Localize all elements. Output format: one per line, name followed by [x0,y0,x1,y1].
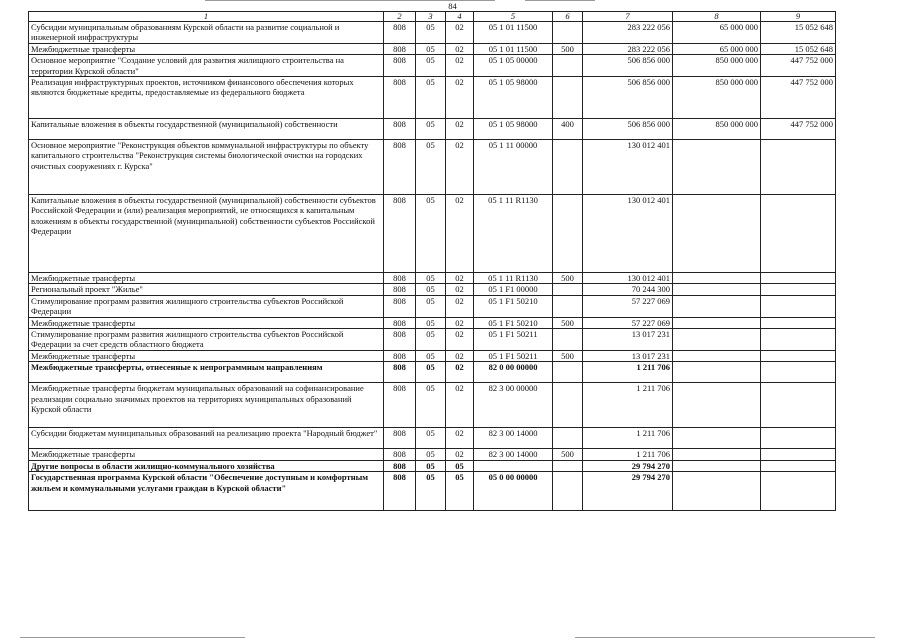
target-article: 05 1 F1 50210 [474,295,553,317]
subsection-code: 05 [446,472,474,511]
expense-type: 500 [553,273,583,284]
row-name: Межбюджетные трансферты [29,350,384,361]
expense-type: 500 [553,317,583,328]
subsection-code: 02 [446,43,474,54]
row-name: Межбюджетные трансферты [29,449,384,460]
amount-year-3: 447 752 000 [761,77,836,119]
amount-year-1: 1 211 706 [583,449,673,460]
column-number: 9 [761,12,836,22]
expense-type [553,55,583,77]
table-row [29,55,836,77]
expense-type: 500 [553,449,583,460]
amount-year-2 [673,383,761,428]
expense-type [553,362,583,383]
subsection-code: 02 [446,140,474,195]
section-code: 05 [416,362,446,383]
ministry-code: 808 [384,284,416,295]
expense-type [553,284,583,295]
row-name: Межбюджетные трансферты [29,273,384,284]
ministry-code: 808 [384,295,416,317]
expense-type [553,195,583,273]
amount-year-1: 506 856 000 [583,55,673,77]
column-number: 4 [446,12,474,22]
amount-year-2 [673,350,761,361]
ministry-code: 808 [384,362,416,383]
table-row [29,350,836,361]
row-name: Субсидии бюджетам муниципальных образований на реализацию проекта "Народный бюджет" [29,428,384,449]
amount-year-1: 1 211 706 [583,383,673,428]
table-row [29,449,836,460]
expense-type: 500 [553,350,583,361]
amount-year-2: 65 000 000 [673,43,761,54]
ministry-code: 808 [384,329,416,351]
ministry-code: 808 [384,43,416,54]
section-code: 05 [416,317,446,328]
amount-year-2 [673,329,761,351]
target-article [474,460,553,471]
amount-year-3 [761,428,836,449]
target-article: 05 1 05 98000 [474,119,553,140]
column-number: 3 [416,12,446,22]
section-code: 05 [416,195,446,273]
target-article: 05 1 F1 50210 [474,317,553,328]
section-code: 05 [416,22,446,44]
subsection-code: 02 [446,362,474,383]
amount-year-2: 850 000 000 [673,77,761,119]
ministry-code: 808 [384,449,416,460]
ministry-code: 808 [384,55,416,77]
target-article: 82 0 00 00000 [474,362,553,383]
expense-type [553,77,583,119]
subsection-code: 02 [446,273,474,284]
amount-year-2 [673,284,761,295]
row-name: Региональный проект "Жилье" [29,284,384,295]
ministry-code: 808 [384,317,416,328]
ministry-code: 808 [384,273,416,284]
subsection-code: 02 [446,329,474,351]
amount-year-1: 29 794 270 [583,472,673,511]
column-number: 8 [673,12,761,22]
amount-year-1: 1 211 706 [583,362,673,383]
row-name: Межбюджетные трансферты [29,317,384,328]
table-row [29,317,836,328]
expense-type [553,140,583,195]
section-code: 05 [416,295,446,317]
target-article: 05 1 05 00000 [474,55,553,77]
amount-year-2: 850 000 000 [673,119,761,140]
row-name: Межбюджетные трансферты бюджетам муниципальных образований на софинансирование реализации социально значимых проектов на территориях муниципальных образований Курской области [29,383,384,428]
section-code: 05 [416,140,446,195]
amount-year-3 [761,329,836,351]
ministry-code: 808 [384,428,416,449]
expense-type [553,472,583,511]
table-row [29,295,836,317]
amount-year-1: 506 856 000 [583,119,673,140]
subsection-code: 02 [446,119,474,140]
section-code: 05 [416,449,446,460]
section-code: 05 [416,273,446,284]
target-article: 82 3 00 14000 [474,449,553,460]
subsection-code: 05 [446,460,474,471]
ministry-code: 808 [384,350,416,361]
section-code: 05 [416,329,446,351]
table-row [29,273,836,284]
amount-year-3 [761,284,836,295]
section-code: 05 [416,77,446,119]
table-row [29,460,836,471]
amount-year-3 [761,472,836,511]
subsection-code: 02 [446,295,474,317]
target-article: 05 1 11 R1130 [474,195,553,273]
table-row [29,195,836,273]
expense-type [553,383,583,428]
amount-year-3 [761,362,836,383]
subsection-code: 02 [446,383,474,428]
subsection-code: 02 [446,22,474,44]
amount-year-3 [761,383,836,428]
column-number: 1 [29,12,384,22]
amount-year-3 [761,140,836,195]
expense-type: 500 [553,43,583,54]
table-row [29,140,836,195]
amount-year-1: 13 017 231 [583,350,673,361]
subsection-code: 02 [446,284,474,295]
target-article: 82 3 00 14000 [474,428,553,449]
ministry-code: 808 [384,472,416,511]
column-number: 6 [553,12,583,22]
target-article: 05 0 00 00000 [474,472,553,511]
amount-year-3 [761,317,836,328]
row-name: Капитальные вложения в объекты государственной (муниципальной) собственности субъектов Российской Федерации и (или) реализация мероприятий, не относящихся к капитальным вложениям в объекты государственной (муниципальной) собственности субъектов Российской Федерации [29,195,384,273]
ministry-code: 808 [384,77,416,119]
ministry-code: 808 [384,383,416,428]
target-article: 05 1 11 R1130 [474,273,553,284]
amount-year-3 [761,449,836,460]
column-number: 2 [384,12,416,22]
subsection-code: 02 [446,350,474,361]
subsection-code: 02 [446,55,474,77]
amount-year-1: 506 856 000 [583,77,673,119]
amount-year-3 [761,295,836,317]
subsection-code: 02 [446,77,474,119]
scan-edge-bottom-right [575,637,875,638]
amount-year-1: 1 211 706 [583,428,673,449]
table-row [29,284,836,295]
table-row [29,43,836,54]
section-code: 05 [416,383,446,428]
amount-year-2 [673,140,761,195]
amount-year-1: 130 012 401 [583,195,673,273]
target-article: 05 1 01 11500 [474,22,553,44]
table-row [29,77,836,119]
subsection-code: 02 [446,195,474,273]
amount-year-3: 15 052 648 [761,22,836,44]
target-article: 05 1 F1 50211 [474,350,553,361]
target-article: 05 1 F1 50211 [474,329,553,351]
amount-year-1: 283 222 056 [583,22,673,44]
target-article: 05 1 05 98000 [474,77,553,119]
row-name: Другие вопросы в области жилищно-коммунального хозяйства [29,460,384,471]
ministry-code: 808 [384,22,416,44]
table-row [29,119,836,140]
ministry-code: 808 [384,119,416,140]
subsection-code: 02 [446,317,474,328]
amount-year-2: 850 000 000 [673,55,761,77]
amount-year-1: 29 794 270 [583,460,673,471]
target-article: 05 1 01 11500 [474,43,553,54]
target-article: 05 1 11 00000 [474,140,553,195]
amount-year-2 [673,317,761,328]
section-code: 05 [416,284,446,295]
expense-type: 400 [553,119,583,140]
amount-year-2 [673,449,761,460]
expense-type [553,329,583,351]
section-code: 05 [416,428,446,449]
amount-year-1: 57 227 069 [583,317,673,328]
row-name: Капитальные вложения в объекты государственной (муниципальной) собственности [29,119,384,140]
row-name: Реализация инфраструктурных проектов, источником финансового обеспечения которых являются бюджетные кредиты, предоставляемые из федерального бюджета [29,77,384,119]
amount-year-3 [761,350,836,361]
amount-year-1: 130 012 401 [583,140,673,195]
table-row [29,362,836,383]
amount-year-2 [673,295,761,317]
amount-year-2 [673,195,761,273]
amount-year-3: 447 752 000 [761,119,836,140]
amount-year-1: 70 244 300 [583,284,673,295]
row-name: Основное мероприятие "Реконструкция объектов коммунальной инфраструктуры по объекту капитального строительства "Реконструкция системы биологической очистки на городских очистных сооружениях г. Курска" [29,140,384,195]
scan-edge-bottom-left [20,637,245,638]
amount-year-2 [673,362,761,383]
section-code: 05 [416,472,446,511]
expense-type [553,428,583,449]
table-row [29,329,836,351]
expense-type [553,295,583,317]
section-code: 05 [416,350,446,361]
amount-year-3 [761,195,836,273]
row-name: Межбюджетные трансферты, отнесенные к непрограммным направлениям [29,362,384,383]
amount-year-1: 57 227 069 [583,295,673,317]
table-row [29,472,836,511]
expense-type [553,460,583,471]
amount-year-3: 15 052 648 [761,43,836,54]
section-code: 05 [416,460,446,471]
subsection-code: 02 [446,449,474,460]
amount-year-3 [761,273,836,284]
amount-year-2 [673,428,761,449]
amount-year-1: 283 222 056 [583,43,673,54]
amount-year-2 [673,273,761,284]
section-code: 05 [416,119,446,140]
table-row [29,383,836,428]
amount-year-1: 130 012 401 [583,273,673,284]
expense-type [553,22,583,44]
target-article: 05 1 F1 00000 [474,284,553,295]
column-number-row [29,12,836,22]
row-name: Стимулирование программ развития жилищного строительства субъектов Российской Федерации за счет средств областного бюджета [29,329,384,351]
amount-year-2 [673,460,761,471]
row-name: Межбюджетные трансферты [29,43,384,54]
column-number: 5 [474,12,553,22]
amount-year-3 [761,460,836,471]
table-row [29,22,836,44]
section-code: 05 [416,43,446,54]
column-number: 7 [583,12,673,22]
amount-year-2: 65 000 000 [673,22,761,44]
ministry-code: 808 [384,195,416,273]
subsection-code: 02 [446,428,474,449]
page-number: 84 [448,1,457,11]
ministry-code: 808 [384,460,416,471]
row-name: Стимулирование программ развития жилищного строительства субъектов Российской Федерации [29,295,384,317]
amount-year-1: 13 017 231 [583,329,673,351]
section-code: 05 [416,55,446,77]
row-name: Государственная программа Курской области "Обеспечение доступным и комфортным жильем и коммунальными услугами граждан в Курской области" [29,472,384,511]
amount-year-2 [673,472,761,511]
amount-year-3: 447 752 000 [761,55,836,77]
target-article: 82 3 00 00000 [474,383,553,428]
row-name: Субсидии муниципальным образованиям Курской области на развитие социальной и инженерной инфраструктуры [29,22,384,44]
ministry-code: 808 [384,140,416,195]
row-name: Основное мероприятие "Создание условий для развития жилищного строительства на территории Курской области" [29,55,384,77]
budget-table [28,11,836,511]
table-row [29,428,836,449]
